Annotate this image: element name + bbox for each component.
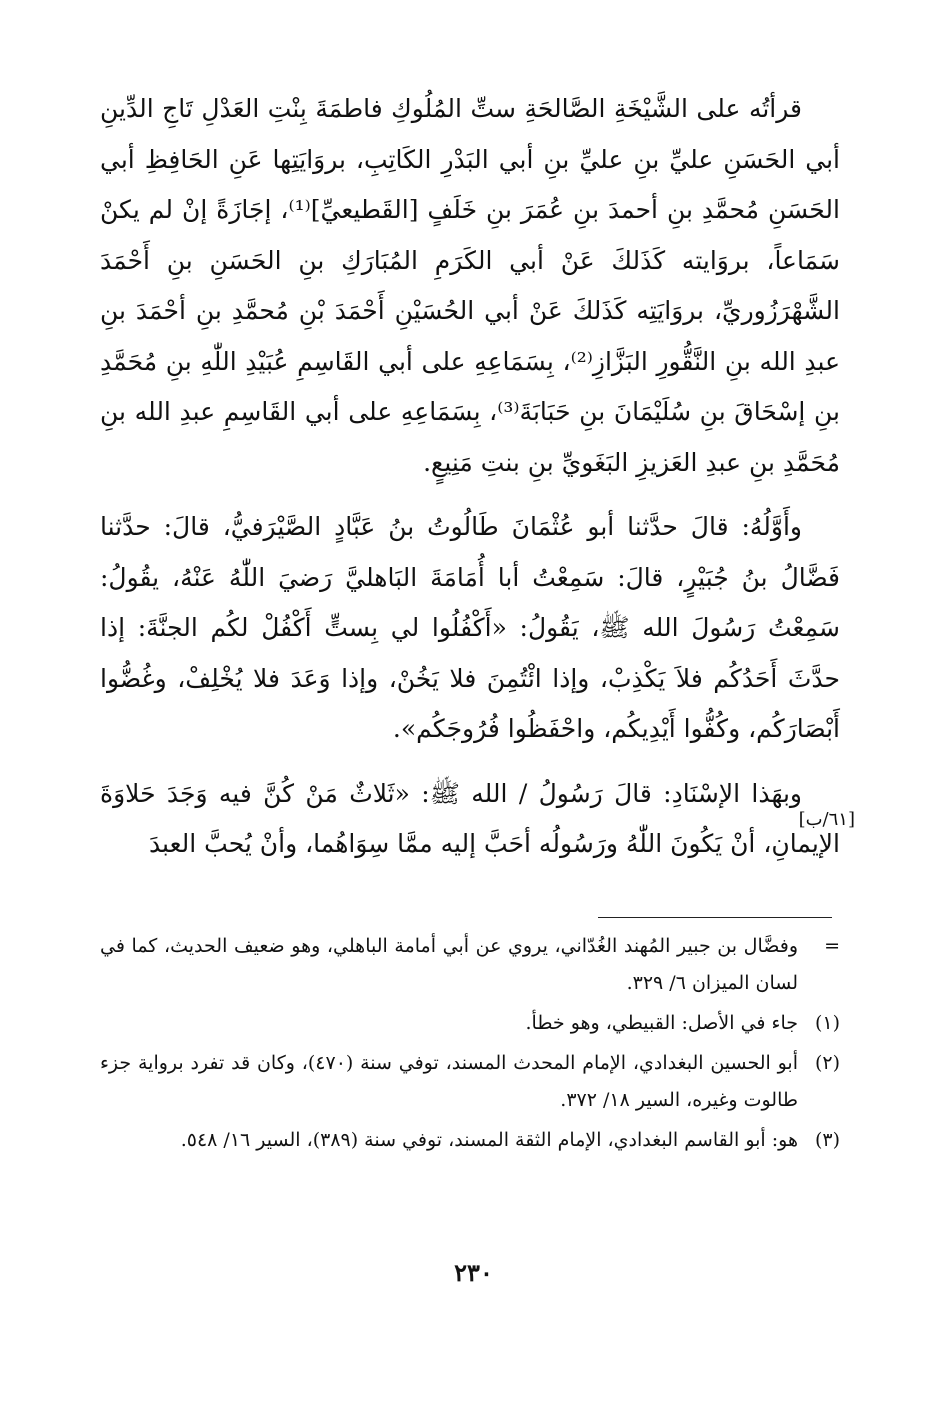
folio-margin-note: [٦١/ب]: [798, 809, 855, 830]
footnotes: [100, 928, 840, 1162]
footnote-item: [100, 1122, 840, 1159]
paragraph-hadith-1: وأَوَّلُهُ: قالَ حدَّثنا أبو عُثْمَانَ طَالُوتُ بنُ عَبَّادٍ الصَّيْرَفيُّ، قالَ: حدَّثنا فَضَّالُ بنُ جُبَيْرٍ، قالَ: سَمِعْتُ أبا أُمَامَةَ البَاهليَّ رَضيَ اللّٰهُ عَنْهُ، يقُولُ: سَمِعْتُ رَسُولَ الله ﷺ، يَقُولُ: «أَكْفُلُوا لي بِستٍّ أَكْفُلْ لكُم الجنَّةَ: إذا حدَّثَ أَحَدُكُم فلاَ يَكْذِبْ، وإذا ائْتُمِنَ فلا يَخُنْ، وإذا وَعَدَ فلا يُخْلِفْ، وغُضُّوا أَبْصَارَكُم، وكُفُّوا أَيْدِيكُم، واحْفَظُوا فُرُوجَكُم».: [100, 512, 840, 743]
footnote-item: [100, 1045, 840, 1119]
footnote-text: هو: أبو القاسم البغدادي، الإمام الثقة المسند، توفي سنة (٣٨٩)، السير ١٦/ ٥٤٨.: [180, 1129, 798, 1151]
footnote-mark: (٢): [814, 1052, 840, 1074]
footnote-divider: [598, 917, 832, 918]
main-text: [100, 84, 840, 870]
footnote-text: وفضَّال بن جبير المُهند الغُدّاني، يروي عن أبي أمامة الباهلي، وهو ضعيف الحديث، كما في لسان الميزان ٦/ ٣٢٩.: [100, 935, 798, 994]
paragraph-isnad: قرأتُه على الشَّيْخَةِ الصَّالحَةِ ستِّ المُلُوكِ فاطمَةَ بِنْتِ العَدْلِ تَاجِ الدِّينِ أبي الحَسَنِ عليِّ بنِ عليِّ بنِ أبي البَدْرِ الكَاتِبِ، بروَايَتِها عَنِ الحَافِظِ أبي الحَسَنِ مُحمَّدِ بنِ أحمدَ بنِ عُمَرَ بنِ خَلَفٍ [القَطيعيِّ]⁽¹⁾، إجَازَةً إنْ لم يكنْ سَمَاعاً، بروَايته كَذَلكَ عَنْ أبي الكَرَمِ المُبَارَكِ بنِ الحَسَنِ بنِ أَحْمَدَ الشَّهْرَزُوريِّ، بروَايَتِه كَذَلكَ عَنْ أبي الحُسَيْنِ أَحْمَدَ بْنِ مُحمَّدِ بنِ أحْمَدَ بنِ عبدِ الله بنِ النَّقُّورِ البَزَّازِ⁽²⁾، بِسَمَاعِهِ على أبي القَاسِمِ عُبَيْدِ اللّٰهِ بنِ مُحَمَّدِ بنِ إسْحَاقَ بنِ سُلَيْمَانَ بنِ حَبَابَةَ⁽³⁾، بِسَمَاعِهِ على أبي القَاسِمِ عبدِ الله بنِ مُحَمَّدِ بنِ عبدِ العَزيزِ البَغَويِّ بنِ بنتِ مَنِيعٍ.: [100, 94, 840, 477]
footnote-text: أبو الحسين البغدادي، الإمام المحدث المسند، توفي سنة (٤٧٠)، وكان قد تفرد برواية جزء طالوت وغيره، السير ١٨/ ٣٧٢.: [100, 1052, 799, 1111]
paragraph-hadith-2: وبهَذا الإسْنَادِ: قالَ رَسُولُ / الله ﷺ: «ثَلاثٌ مَنْ كُنَّ فيه وَجَدَ حَلاوَةَ الإيمانِ، أنْ يَكُونَ اللّٰهُ ورَسُولُه أحَبَّ إليه ممَّا سِوَاهُما، وأنْ يُحبَّ العبدَ: [100, 778, 840, 858]
page-number: ٢٣٠: [454, 1258, 493, 1287]
footnote-mark: (١): [814, 1012, 840, 1034]
footnote-mark: =: [824, 935, 840, 957]
footnote-item: [100, 1005, 840, 1042]
footnote-text: جاء في الأصل: القبيطي، وهو خطأ.: [525, 1012, 798, 1034]
footnote-item: [100, 928, 840, 1002]
footnote-mark: (٣): [814, 1129, 840, 1151]
